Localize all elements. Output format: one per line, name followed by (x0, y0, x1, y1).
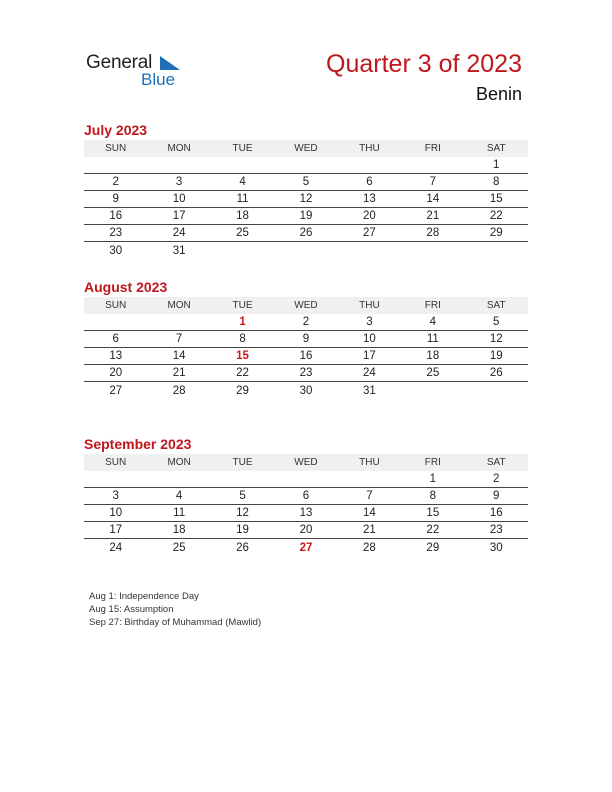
day-cell: 22 (489, 210, 503, 222)
day-cell: 5 (302, 176, 310, 188)
day-cell: 23 (489, 524, 503, 536)
day-cell: 20 (299, 524, 313, 536)
week-row (84, 488, 528, 505)
day-cell: 28 (363, 541, 376, 554)
weekday-label: TUE (232, 300, 253, 311)
day-cell: 18 (236, 210, 249, 222)
day-cell: 12 (236, 507, 249, 519)
day-cell: 20 (109, 367, 123, 379)
holiday-note: Aug 15: Assumption (89, 604, 174, 615)
day-cell: 24 (109, 541, 123, 554)
day-cell: 10 (172, 193, 186, 205)
day-cell: 28 (172, 384, 186, 397)
day-cell: 16 (299, 350, 313, 362)
day-cell: 21 (172, 367, 186, 379)
day-cell: 17 (109, 524, 123, 536)
weekday-label: TUE (232, 457, 253, 468)
holiday-note: Sep 27: Birthday of Muhammad (Mawlid) (89, 617, 262, 628)
day-cell: 21 (363, 524, 376, 536)
day-cell: 16 (109, 210, 123, 222)
day-cell: 11 (236, 193, 249, 205)
day-cell: 28 (426, 227, 440, 239)
day-cell: 30 (109, 244, 123, 257)
week-row (84, 505, 528, 522)
week-row (84, 225, 528, 242)
day-cell: 1 (239, 316, 246, 328)
day-cell: 4 (429, 316, 437, 328)
week-row (84, 208, 528, 225)
day-cell: 23 (109, 227, 123, 239)
day-cell: 20 (363, 210, 376, 222)
holiday-note: Aug 1: Independence Day (89, 591, 199, 602)
day-cell: 13 (109, 350, 123, 362)
weekday-label: SUN (105, 457, 127, 468)
week-row (84, 331, 528, 348)
day-cell: 18 (426, 350, 440, 362)
day-cell: 30 (489, 541, 503, 554)
week-row (84, 471, 528, 488)
day-cell: 12 (489, 333, 503, 345)
weekday-label: WED (294, 143, 318, 154)
day-cell: 22 (236, 367, 249, 379)
weekday-label: FRI (424, 300, 441, 311)
day-cell: 4 (239, 176, 246, 188)
day-cell: 14 (172, 350, 186, 362)
day-cell: 27 (299, 541, 313, 554)
day-cell: 1 (493, 159, 500, 171)
weekday-label: TUE (232, 143, 253, 154)
day-cell: 5 (493, 316, 500, 328)
day-cell: 31 (172, 244, 186, 257)
week-row (84, 174, 528, 191)
weekday-label: SUN (105, 143, 127, 154)
page-title: Quarter 3 of 2023 (326, 50, 522, 78)
day-cell: 3 (366, 316, 373, 328)
month-september (84, 436, 528, 556)
month-july (84, 122, 528, 259)
day-cell: 16 (489, 507, 503, 519)
day-cell: 26 (299, 227, 313, 239)
weekday-label: MON (167, 143, 191, 154)
day-cell: 21 (426, 210, 440, 222)
day-cell: 6 (366, 176, 373, 188)
day-cell: 18 (172, 524, 186, 536)
day-cell: 9 (302, 333, 310, 345)
day-cell: 30 (299, 384, 313, 397)
day-cell: 11 (426, 333, 439, 345)
week-row (84, 242, 528, 259)
day-cell: 12 (299, 193, 313, 205)
weekday-label: FRI (424, 143, 441, 154)
day-cell: 7 (429, 176, 437, 188)
day-cell: 2 (493, 473, 500, 485)
weekday-label: WED (294, 457, 318, 468)
week-row (84, 157, 528, 174)
day-cell: 10 (363, 333, 376, 345)
weekday-label: MON (167, 300, 191, 311)
week-row (84, 348, 528, 365)
day-cell: 9 (112, 193, 119, 205)
weekday-header (84, 140, 528, 157)
day-cell: 22 (426, 524, 440, 536)
day-cell: 29 (489, 227, 503, 239)
day-cell: 19 (299, 210, 313, 222)
day-cell: 19 (236, 524, 249, 536)
day-cell: 13 (363, 193, 376, 205)
day-cell: 31 (363, 384, 376, 397)
day-cell: 3 (175, 176, 183, 188)
logo (86, 52, 196, 92)
logo-blue-text: Blue (141, 70, 176, 89)
weekday-label: MON (167, 457, 191, 468)
weekday-label: THU (359, 143, 380, 154)
day-cell: 9 (493, 490, 500, 502)
weekday-header (84, 297, 528, 314)
day-cell: 6 (112, 333, 119, 345)
month-name: September 2023 (84, 436, 192, 452)
day-cell: 24 (363, 367, 376, 379)
weekday-label: SAT (486, 300, 506, 311)
logo-general-text: General (86, 52, 153, 73)
day-cell: 27 (109, 384, 123, 397)
day-cell: 3 (112, 490, 119, 502)
month-august (84, 279, 528, 399)
day-cell: 14 (363, 507, 376, 519)
country-name: Benin (475, 84, 522, 104)
day-cell: 25 (426, 367, 440, 379)
day-cell: 25 (236, 227, 249, 239)
day-cell: 27 (363, 227, 376, 239)
weekday-label: SAT (486, 143, 506, 154)
day-cell: 7 (175, 333, 183, 345)
day-cell: 15 (426, 507, 440, 519)
day-cell: 6 (302, 490, 310, 502)
day-cell: 8 (239, 333, 246, 345)
day-cell: 2 (112, 176, 119, 188)
day-cell: 29 (426, 541, 440, 554)
day-cell: 5 (239, 490, 246, 502)
weekday-label: THU (359, 300, 380, 311)
day-cell: 29 (236, 384, 249, 397)
day-cell: 25 (172, 541, 186, 554)
day-cell: 10 (109, 507, 123, 519)
day-cell: 26 (236, 541, 249, 554)
weekday-label: THU (359, 457, 380, 468)
month-name: July 2023 (84, 122, 148, 138)
week-row (84, 522, 528, 539)
day-cell: 13 (299, 507, 313, 519)
week-row (84, 539, 528, 556)
day-cell: 26 (489, 367, 503, 379)
day-cell: 8 (429, 490, 437, 502)
day-cell: 23 (299, 367, 313, 379)
day-cell: 4 (175, 490, 183, 502)
day-cell: 7 (366, 490, 373, 502)
holiday-notes (89, 590, 261, 629)
weekday-label: FRI (424, 457, 441, 468)
day-cell: 11 (173, 507, 186, 519)
day-cell: 19 (489, 350, 503, 362)
day-cell: 8 (493, 176, 500, 188)
week-row (84, 382, 528, 399)
day-cell: 24 (172, 227, 186, 239)
weekday-header (84, 454, 528, 471)
week-row (84, 314, 528, 331)
day-cell: 2 (302, 316, 310, 328)
day-cell: 15 (489, 193, 503, 205)
week-row (84, 191, 528, 208)
weekday-label: WED (294, 300, 318, 311)
day-cell: 17 (363, 350, 376, 362)
day-cell: 14 (426, 193, 440, 205)
day-cell: 17 (172, 210, 186, 222)
month-name: August 2023 (84, 279, 168, 295)
day-cell: 15 (236, 350, 249, 362)
logo-triangle-icon (160, 56, 180, 70)
weekday-label: SAT (486, 457, 506, 468)
week-row (84, 365, 528, 382)
weekday-label: SUN (105, 300, 127, 311)
day-cell: 1 (429, 473, 437, 485)
